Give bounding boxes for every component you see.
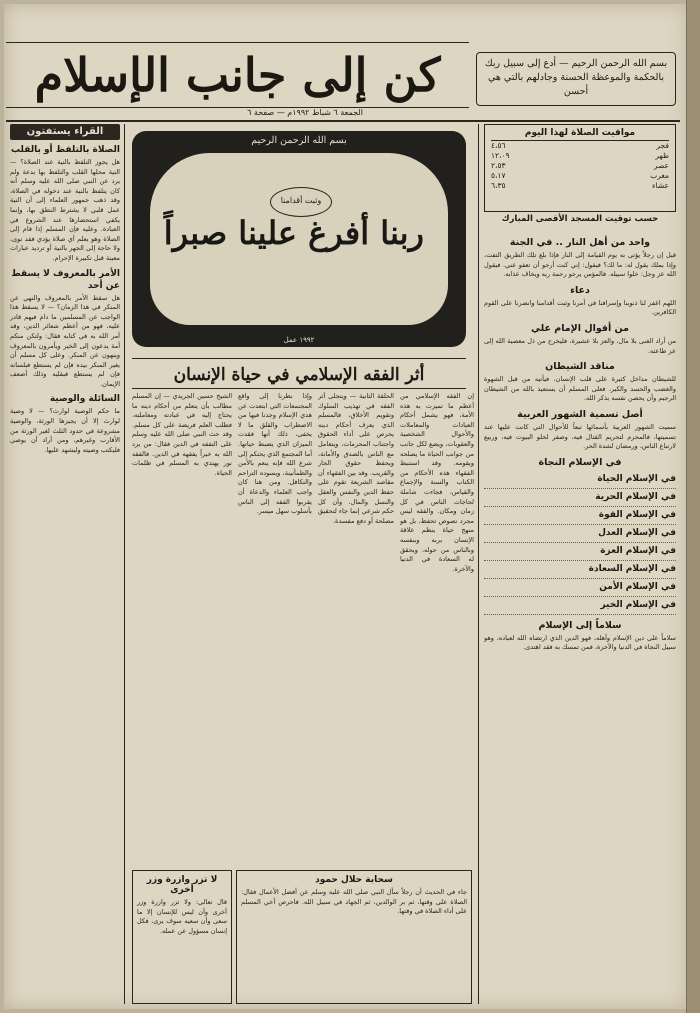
column-rule-left xyxy=(124,124,125,1004)
prayer-times-box xyxy=(484,124,676,212)
article-text: قيل إن رجلاً يؤتى به يوم القيامة إلى النار فإذا بلغ تلك الطريق التفت، وإذا بملك يقول له: ما لك؟ فيقول: إني كنت أرجو أن تعفو عني. فيقول الله عز وجل: خلوا سبيله. فالمؤمن يرجو رحمة ربه ويخاف عذابه. xyxy=(484,251,676,279)
hadith-box xyxy=(236,870,472,1004)
article-title: في الإسلام النجاة xyxy=(538,456,622,468)
prayer-row xyxy=(491,181,669,191)
article-title: أصل تسمية الشهور العربية xyxy=(517,408,643,420)
prayer-time: ٤،٥٦ xyxy=(491,141,506,150)
masthead-title: كن إلى جانب الإسلام xyxy=(34,48,441,102)
prayer-time: ٥،١٧ xyxy=(491,171,506,180)
list-item: في الإسلام العزة xyxy=(484,543,676,561)
article-column-2: الحلقة الثانية — ويتجلى أثر الفقه في تهذيب السلوك وتقويم الأخلاق، فالمسلم الذي يعرف أحكام دينه يحرص على أداء الحقوق واجتناب المحرمات، ويتعامل مع الناس بالصدق والأمانة، ويحفظ حقوق الجار والقريب. وقد بين الفقهاء أن مقاصد الشريعة تقوم على حفظ الدين والنفس والعقل والنسل والمال، وأن كل حكم شرعي إنما جاء لتحقيق مصلحة أو دفع مفسدة. xyxy=(318,392,394,525)
islam-list xyxy=(484,471,676,615)
prayer-time: ٢،٥٣ xyxy=(491,161,506,170)
article-title: سلاماً إلى الإسلام xyxy=(538,619,622,631)
calligraphy-basmala: بسم الله الرحمن الرحيم xyxy=(251,135,347,146)
list-item: في الإسلام السعادة xyxy=(484,561,676,579)
question-title: الصلاة بالتلفظ أو بالقلب xyxy=(11,145,120,155)
article-title: من أقوال الإمام علي xyxy=(530,322,629,334)
hadith-box-text: جاء في الحديث أن رجلاً سأل النبي صلى الله عليه وسلم عن أفضل الأعمال فقال: الصلاة على وقتها، ثم بر الوالدين، ثم الجهاد في سبيل الله. فاحرص أخي المسلم على أداء الصلاة في وقتها. xyxy=(241,888,467,916)
question-title: السائلة والوصية xyxy=(49,394,120,405)
calligraphy-medallion: وثبت أقدامنا xyxy=(270,187,332,217)
prayer-times-title: مواقيت الصلاة لهذا اليوم xyxy=(491,128,669,141)
article-text: اللهم اغفر لنا ذنوبنا وإسرافنا في أمرنا وثبت أقدامنا وانصرنا على القوم الكافرين. xyxy=(484,298,676,317)
prayer-row xyxy=(491,141,669,151)
prayer-row xyxy=(491,171,669,181)
list-item: في الإسلام الحياة xyxy=(484,471,676,489)
article-title: دعاء xyxy=(570,284,590,296)
verse-box-text: قال تعالى: ولا تزر وازرة وزر أخرى وأن ليس للإنسان إلا ما سعى وأن سعيه سوف يرى، فكل إنسان مسؤول عن عمله. xyxy=(137,898,227,935)
hadith-box-title: سحابة حلال حمود xyxy=(315,875,393,885)
article-column-4: الشيخ حسين الجريدي — إن المسلم مطالب بأن يتعلم من أحكام دينه ما يحتاج إليه في عبادته ومعاملته، فطلب العلم فريضة على كل مسلم. وقد حث النبي صلى الله عليه وسلم على التفقه في الدين فقال: من يرد الله به خيراً يفقهه في الدين. فالفقه نور يهتدي به المسلم في ظلمات الحياة. xyxy=(132,392,232,477)
prayer-time: ١٢،٠٩ xyxy=(491,151,510,160)
headline-rule-bottom xyxy=(132,388,466,389)
list-item: في الإسلام الحرية xyxy=(484,489,676,507)
article-column-3: وإذا نظرنا إلى واقع المجتمعات التي ابتعدت عن هدي الإسلام وجدنا فيها من الاضطراب والقلق ما لا يخفى، ذلك أنها فقدت الميزان الذي يضبط حياتها. أما المجتمع الذي يحتكم إلى شرع الله فإنه ينعم بالأمن والطمأنينة، ويسوده التراحم والتكافل. ومن هنا كان واجب العلماء والدعاة أن يقربوا الفقه إلى الناس بأسلوب سهل ميسر. xyxy=(238,392,312,516)
calligraphy-panel xyxy=(132,131,466,347)
question-text: هل سقط الأمر بالمعروف والنهي عن المنكر في هذا الزمان؟ — لا يسقط هذا الواجب عن المسلمين ما دام فيهم قادر عليه، فهو من أعظم شعائر الدين، وقد أمر الله به في كتابه فقال: ولتكن منكم أمة يدعون إلى الخير ويأمرون بالمعروف وينهون عن المنكر. وعلى كل مسلم أن يغير المنكر بيده فإن لم يستطع فبلسانه فإن لم يستطع فبقلبه وذلك أضعف الإيمان. xyxy=(10,293,120,388)
prayer-name: مغرب xyxy=(650,171,669,180)
list-item: في الإسلام العدل xyxy=(484,525,676,543)
prayer-name: فجر xyxy=(656,141,669,150)
article-column-1: إن الفقه الإسلامي من أعظم ما تميزت به هذه الأمة، فهو يشمل أحكام العبادات والمعاملات والأحوال الشخصية والعقوبات، ويضع لكل جانب من جوانب الحياة ما يصلحه ويقومه. وقد استنبط الفقهاء هذه الأحكام من الكتاب والسنة والإجماع والقياس، فجاءت شاملة لحاجات الناس في كل زمان ومكان. والفقه ليس مجرد نصوص تحفظ، بل هو منهج حياة ينظم علاقة الإنسان بربه وبنفسه وبالناس من حوله، ويحقق له السعادة في الدنيا والآخرة. xyxy=(400,392,474,573)
question-title: الأمر بالمعروف لا يسقط عن أحد xyxy=(11,268,120,291)
calligraphy-frame xyxy=(150,153,448,325)
question-text: هل يجوز التلفظ بالنية عند الصلاة؟ — النية محلها القلب والتلفظ بها بدعة ولم يرد عن النبي صلى الله عليه وسلم أنه كان يتلفظ بالنية عند دخوله في الصلاة، وقد ذهب جمهور العلماء إلى أن النية عمل قلبي لا يشترط النطق بها، وإنما يكفي استحضارها عند الشروع في العبادة. وعليه فإن المسلم إذا قام إلى الصلاة وهو يعلم أي صلاة يؤدي فقد نوى، ولا حاجة إلى الجهر بالنية أو ترديد عبارات معينة قبل تكبيرة الإحرام. xyxy=(10,158,120,262)
header-rule xyxy=(6,120,680,122)
article-text: للشيطان مداخل كثيرة على قلب الإنسان، فيأتيه من قبل الشهوة والغضب والحسد والكبر، فعلى المسلم أن يستعيذ بالله من الشيطان الرجيم وأن يحصن نفسه بذكر الله. xyxy=(484,375,676,403)
masthead xyxy=(6,42,469,108)
article-text: من أراد الغنى بلا مال، والعز بلا عشيرة، فليخرج من ذل معصية الله إلى عز طاعته. xyxy=(484,336,676,355)
left-column xyxy=(10,124,120,1009)
prayer-note: حسب توقيت المسجد الأقصى المبارك xyxy=(501,214,659,224)
prayer-row xyxy=(491,151,669,161)
question-text: ما حكم الوصية لوارث؟ — لا وصية لوارث إلا أن يجيزها الورثة، والوصية مشروعة في حدود الثلث لغير الورثة من الأقارب وغيرهم، ومن أراد أن يوصي فليكتب وصيته وليشهد عليها. xyxy=(10,407,120,454)
prayer-time: ٦،٣٥ xyxy=(491,181,506,190)
header-verse-box: بسم الله الرحمن الرحيم — أدع إلى سبيل ربك بالحكمة والموعظة الحسنة وجادلهم بالتي هي أحسن xyxy=(476,52,676,106)
right-column xyxy=(484,232,676,1009)
article-text: سلاماً على دين الإسلام وأهله، فهو الدين الذي ارتضاه الله لعباده، وهو سبيل النجاة في الدنيا والآخرة، فمن تمسك به فقد اهتدى. xyxy=(484,633,676,652)
prayer-name: عشاء xyxy=(652,181,669,190)
list-item: في الإسلام الأمن xyxy=(484,579,676,597)
article-title: واحد من أهل النار .. في الجنة xyxy=(509,237,651,248)
edition-line: الجمعة ٦ شباط ١٩٩٢م — صفحة ٦ xyxy=(247,108,363,117)
prayer-row xyxy=(491,161,669,171)
main-headline: أثر الفقه الإسلامي في حياة الإنسان xyxy=(173,365,425,385)
calligraphy-signature: ١٩٩٢ عمل xyxy=(283,336,315,344)
column-rule-right xyxy=(478,124,479,1004)
article-title: مناقد الشيطان xyxy=(545,361,615,373)
verse-box xyxy=(132,870,232,1004)
list-item: في الإسلام القوة xyxy=(484,507,676,525)
calligraphy-verse: ربنا أفرغ علينا صبراً xyxy=(163,214,424,252)
section-bar: القراء يستفتون xyxy=(10,124,120,140)
page-binding xyxy=(686,0,700,1013)
list-item: في الإسلام الخير xyxy=(484,597,676,615)
verse-box-title: لا تزر وازرة وزر أخرى xyxy=(146,875,218,895)
headline-rule-top xyxy=(132,358,466,359)
prayer-name: عصر xyxy=(653,161,669,170)
prayer-times-list xyxy=(491,141,669,191)
article-text: سميت الشهور العربية بأسمائها تبعاً للأحوال التي كانت عليها عند تسميتها، فالمحرم لتحريم القتال فيه، وصفر لخلو البيوت فيه، وربيع لارتباع الناس، ورمضان لشدة الحر. xyxy=(484,422,676,451)
prayer-name: ظهر xyxy=(655,151,669,160)
